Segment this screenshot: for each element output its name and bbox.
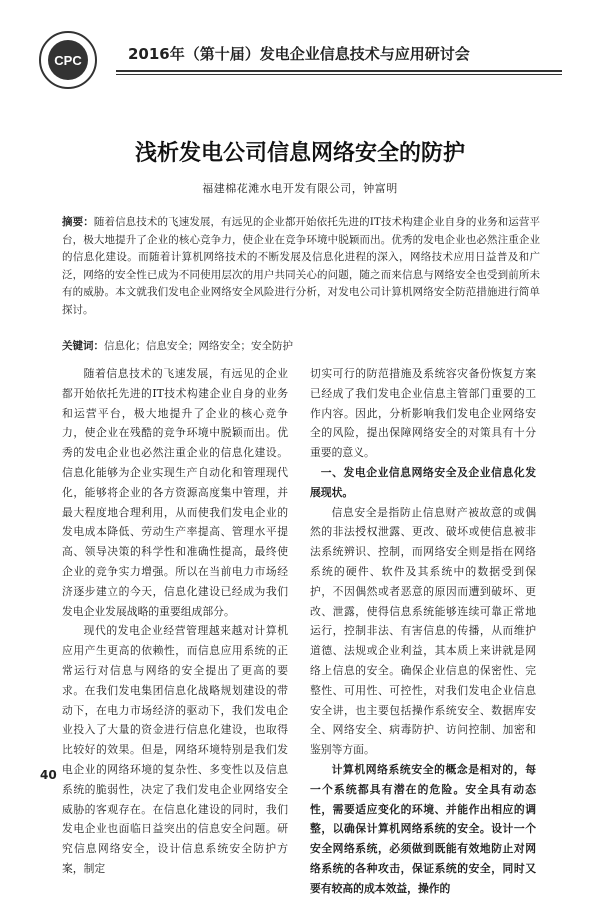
- conference-logo: [38, 30, 98, 90]
- header-rule-thin: [116, 74, 562, 75]
- left-column: [62, 364, 288, 879]
- paper-title: 浅析发电公司信息网络安全的防护: [134, 141, 465, 166]
- abstract-label: 摘要：: [62, 216, 94, 228]
- right-column: [310, 364, 536, 899]
- body-paragraph: 计算机网络系统安全的概念是相对的，每一个系统都具有潜在的危险。安全具有动态性，需要适应变化的环境、并能作出相应的调整，以确保计算机网络系统的安全。设计一个安全网络系统，必须做到既能有效地防止对网络系统的各种攻击，保证系统的安全，同时又要有较高的成本效益，操作的: [310, 762, 536, 895]
- logo-text: CPC: [54, 53, 82, 68]
- page-number: 40: [40, 768, 57, 782]
- abstract-text: 随着信息技术的飞速发展，有远见的企业都开始依托先进的IT技术构建企业自身的业务和运营平台，极大地提升了企业的核心竞争力，使企业在竞争环境中脱颖而出。优秀的发电企业也必然注重企业的信息化建设。而随着计算机网络技术的不断发展及信息化进程的深入，网络技术应用日益普及和广泛，网络的安全性已成为不同使用层次的用户共同关心的问题，随之而来信息与网络安全也受到前所未有的威胁。本文就我们发电企业网络安全风险进行分析，对发电公司计算机网络安全防范措施进行简单探讨。: [62, 216, 541, 316]
- conference-title: 2016年（第十届）发电企业信息技术与应用研讨会: [128, 45, 470, 63]
- conference-header: [38, 30, 562, 90]
- body-paragraph: 现代的发电企业经营管理越来越对计算机应用产生更高的依赖性，而信息应用系统的正常运行对信息与网络的安全提出了更高的要求。在我们发电集团信息化战略规划建设的带动下，在电力市场经济的驱动下，我们发电企业投入了大量的资金进行信息化建设，也取得比较好的效果。但是，网络环境特别是我们发电企业的网络环境的复杂性、多变性以及信息系统的脆弱性，决定了我们发电企业网络安全威胁的客观存在。在信息化建设的同时，我们发电企业也面临日益突出的信息安全问题。研究信息网络安全，设计信息系统安全防护方案，制定: [62, 624, 288, 875]
- keywords-text: 信息化；信息安全；网络安全；安全防护: [104, 340, 293, 352]
- section-heading: 一、发电企业信息网络安全及企业信息化发展现状。: [310, 465, 536, 499]
- author-affiliation: 福建棉花滩水电开发有限公司，钟富明: [202, 182, 398, 195]
- body-paragraph: 信息安全是指防止信息财产被故意的或偶然的非法授权泄露、更改、破坏或使信息被非法系统辨识、控制，而网络安全则是指在网络系统的硬件、软件及其系统中的数据受到保护，不因偶然或者恶意的原因而遭到破坏、更改、泄露，使得信息系统能够连续可靠正常地运行，控制非法、有害信息的传播，从而维护道德、法规或企业利益，其本质上来讲就是网络上信息的安全。确保企业信息的保密性、完整性、可用性、可控性，对我们发电企业信息安全讲，也主要包括操作系统安全、数据库安全、网络安全、病毒防护、访问控制、加密和鉴别等方面。: [310, 505, 536, 757]
- keywords-label: 关键词：: [62, 340, 104, 352]
- header-rule: [116, 70, 562, 72]
- keywords: [62, 338, 540, 353]
- body-paragraph: 随着信息技术的飞速发展，有远见的企业都开始依托先进的IT技术构建企业自身的业务和运营平台，极大地提升了企业的核心竞争力，使企业在残酷的竞争环境中脱颖而出。优秀的发电企业也必然注重企业的信息化建设。信息化能够为企业实现生产自动化和管理现代化，能够将企业的各方资源高度集中管理，并最大程度地合理利用，从而使我们发电企业的发电成本降低、劳动生产率提高、管理水平提高、领导决策的科学性和准确性提高，最终使企业的竞争实力增强。所以在当前电力市场经济逐步建立的今天，信息化建设已经成为我们发电企业发展战略的重要组成部分。: [62, 367, 288, 618]
- body-paragraph: 切实可行的防范措施及系统容灾备份恢复方案已经成了我们发电企业信息主管部门重要的工作内容。因此，分析影响我们发电企业网络安全的风险，提出保障网络安全的对策具有十分重要的意义。: [310, 367, 536, 460]
- abstract: [62, 214, 540, 319]
